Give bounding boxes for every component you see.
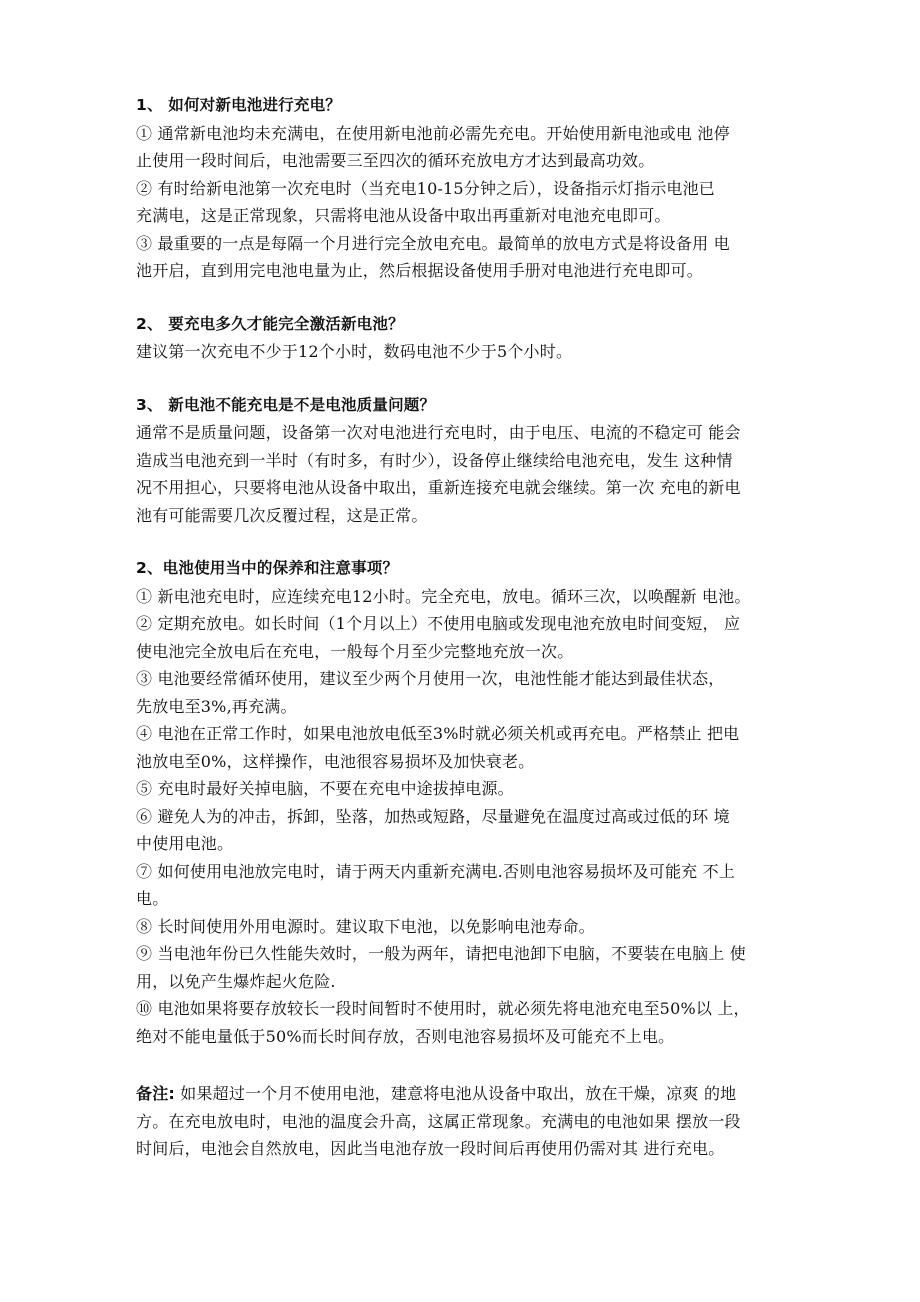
section-heading: 2、电池使用当中的保养和注意事项？: [136, 559, 399, 577]
section-spacer: [136, 529, 796, 555]
paragraph-line: 充满电，这是正常现象，只需将电池从设备中取出再重新对电池充电即可。: [136, 206, 671, 225]
paragraph-line: ⑦ 如何使用电池放完电时，请于两天内重新充满电.否则电池容易损坏及可能充 不上: [136, 861, 736, 881]
paragraph-line: 池放电至0%，这样操作，电池很容易损坏及加快衰老。: [136, 751, 535, 771]
paragraph-line: 用，以免产生爆炸起火危险.: [136, 971, 336, 991]
note-block: [136, 1080, 796, 1163]
section-3: [136, 392, 796, 530]
paragraph-line: ⑤ 充电时最好关掉电脑，不要在充电中途拔掉电源。: [136, 779, 514, 798]
paragraph-line: 池开启，直到用完电池电量为止，然后根据设备使用手册对电池进行充电即可。: [136, 261, 704, 280]
paragraph-line: ① 通常新电池均未充满电，在使用新电池前必需先充电。开始使用新电池或电 池停: [136, 123, 730, 143]
paragraph-line: 使电池完全放电后在充电，一般每个月至少完整地充放一次。: [136, 641, 574, 661]
note-first-line: [136, 1080, 796, 1108]
paragraph-line: ⑧ 长时间使用外用电源时。建议取下电池，以免影响电池寿命。: [136, 916, 595, 936]
section-4: [136, 555, 796, 1050]
paragraph-line: ② 定期充放电。如长时间（1个月以上）不使用电脑或发现电池充放电时间变短， 应: [136, 614, 741, 633]
section-heading: 1、 如何对新电池进行充电？: [136, 96, 341, 114]
paragraph-line: ③ 电池要经常循环使用，建议至少两个月使用一次，电池性能才能达到最佳状态，: [136, 669, 725, 688]
paragraph-line: 池有可能需要几次反覆过程，这是正常。: [136, 505, 428, 525]
section-spacer: [136, 285, 796, 311]
note-label: 备注:: [136, 1084, 175, 1103]
document-page: [136, 92, 796, 1163]
paragraph-line: ② 有时给新电池第一次充电时（当充电10-15分钟之后），设备指示灯指示电池已: [136, 178, 716, 198]
paragraph-line: 止使用一段时间后，电池需要三至四次的循环充放电方才达到最高功效。: [136, 151, 655, 170]
paragraph-line: 况不用担心，只要将电池从设备中取出，重新连接充电就会继续。第一次 充电的新电: [136, 478, 741, 497]
section-heading: 3、 新电池不能充电是不是电池质量问题？: [136, 395, 436, 414]
paragraph-line: 电。: [136, 889, 169, 908]
paragraph-line: ⑩ 电池如果将要存放较长一段时间暂时不使用时，就必须先将电池充电至50%以 上，: [136, 999, 750, 1018]
paragraph-line: ③ 最重要的一点是每隔一个月进行完全放电充电。最简单的放电方式是将设备用 电: [136, 233, 730, 253]
paragraph-line: ⑨ 当电池年份已久性能失效时，一般为两年，请把电池卸下电脑，不要装在电脑上 使: [136, 944, 746, 963]
paragraph-line: 中使用电池。: [136, 834, 234, 853]
paragraph-line: 绝对不能电量低于50%而长时间存放，否则电池容易损坏及可能充不上电。: [136, 1026, 675, 1046]
paragraph-line: 先放电至3%,再充满。: [136, 696, 297, 716]
note-line: 时间后，电池会自然放电，因此当电池存放一段时间后再使用仍需对其 进行充电。: [136, 1139, 725, 1158]
paragraph-line: 造成当电池充到一半时（有时多，有时少），设备停止继续给电池充电，发生 这种情: [136, 450, 733, 470]
paragraph-line: ① 新电池充电时，应连续充电12小时。完全充电，放电。循环三次，以唤醒新 电池。: [136, 586, 751, 606]
section-2: [136, 311, 796, 366]
section-1: [136, 92, 796, 285]
paragraph-line: 建议第一次充电不少于12个小时，数码电池不少于5个小时。: [136, 342, 573, 361]
paragraph-line: ⑥ 避免人为的冲击，拆卸，坠落，加热或短路，尽量避免在温度过高或过低的环 境: [136, 806, 730, 826]
section-spacer: [136, 1050, 796, 1080]
note-line: 方。在充电放电时，电池的温度会升高，这属正常现象。充满电的电池如果 摆放一段: [136, 1111, 741, 1131]
paragraph-line: 通常不是质量问题，设备第一次对电池进行充电时，由于电压、电流的不稳定可 能会: [136, 423, 741, 442]
note-text: 如果超过一个月不使用电池，建意将电池从设备中取出，放在干燥，凉爽 的地: [175, 1084, 737, 1103]
section-heading: 2、 要充电多久才能完全激活新电池？: [136, 314, 404, 333]
section-spacer: [136, 366, 796, 392]
paragraph-line: ④ 电池在正常工作时，如果电池放电低至3%时就必须关机或再充电。严格禁止 把电: [136, 724, 740, 743]
